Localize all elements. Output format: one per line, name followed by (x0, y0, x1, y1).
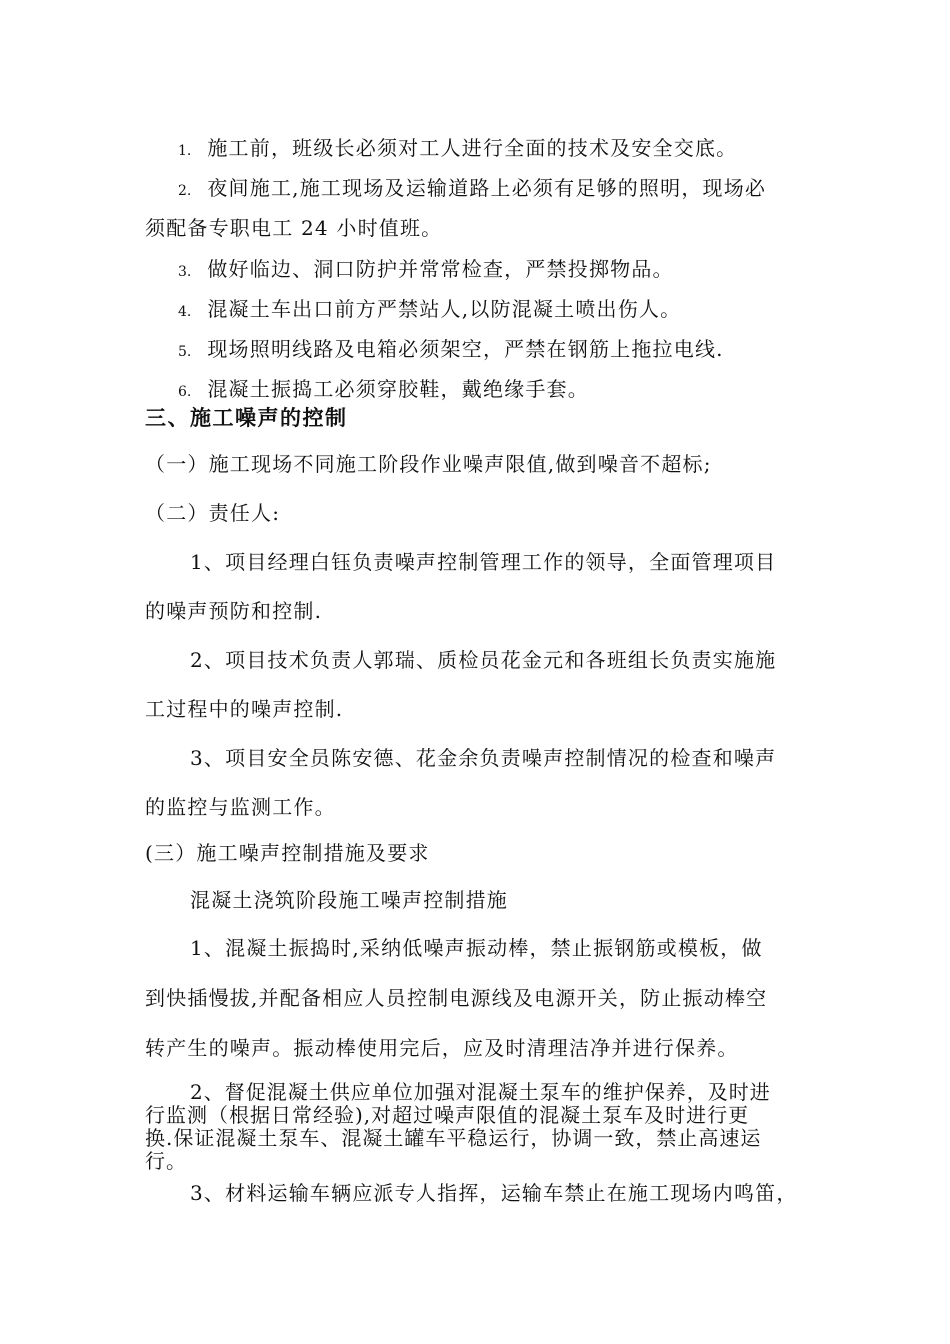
paragraph-line: 到快插慢拔,并配备相应人员控制电源线及电源开关，防止振动棒空 (145, 986, 768, 1010)
paragraph-line: 3、材料运输车辆应派专人指挥，运输车禁止在施工现场内鸣笛， (190, 1181, 798, 1205)
paragraph-line: 2、项目技术负责人郭瑞、质检员花金元和各班组长负责实施施 (190, 648, 777, 672)
list-item: 6. 混凝土振捣工必须穿胶鞋，戴绝缘手套。 (178, 377, 589, 401)
list-item: 1. 施工前，班级长必须对工人进行全面的技术及安全交底。 (178, 136, 738, 160)
section-heading: 三、施工噪声的控制 (145, 405, 348, 430)
subsection-title: (三）施工噪声控制措施及要求 (145, 841, 430, 865)
paragraph-line: 1、混凝土振捣时,采纳低噪声振动棒，禁止振钢筋或模板，做 (190, 936, 763, 960)
subsection-title: （二）责任人: (145, 501, 281, 525)
paragraph-line: 工过程中的噪声控制. (145, 697, 344, 721)
paragraph-line: 的噪声预防和控制. (145, 599, 323, 623)
list-item-continuation: 须配备专职电工 24 小时值班。 (145, 216, 443, 240)
paragraph-line: 1、项目经理白钰负责噪声控制管理工作的领导，全面管理项目 (190, 550, 777, 574)
paragraph-line: 行监测（根据日常经验),对超过噪声限值的混凝土泵车及时进行更 (145, 1103, 750, 1127)
paragraph-line: 3、项目安全员陈安德、花金余负责噪声控制情况的检查和噪声 (190, 746, 777, 770)
subsection-title: （一）施工现场不同施工阶段作业噪声限值,做到噪音不超标; (145, 452, 712, 476)
list-item: 5. 现场照明线路及电箱必须架空，严禁在钢筋上拖拉电线. (178, 337, 724, 361)
paragraph-line: 2、督促混凝土供应单位加强对混凝土泵车的维护保养，及时进 (190, 1080, 771, 1104)
paragraph-line: 转产生的噪声。振动棒使用完后，应及时清理洁净并进行保养。 (145, 1036, 739, 1060)
list-item: 4. 混凝土车出口前方严禁站人,以防混凝土喷出伤人。 (178, 297, 682, 321)
list-item: 2. 夜间施工,施工现场及运输道路上必须有足够的照明，现场必 (178, 176, 767, 200)
list-item: 3. 做好临边、洞口防护并常常检查，严禁投掷物品。 (178, 257, 674, 281)
paragraph-line: 换.保证混凝土泵车、混凝土罐车平稳运行，协调一致，禁止高速运 (145, 1126, 762, 1150)
paragraph-line: 行。 (145, 1149, 187, 1173)
paragraph-line: 的监控与监测工作。 (145, 795, 336, 819)
stage-title: 混凝土浇筑阶段施工噪声控制措施 (190, 888, 508, 912)
